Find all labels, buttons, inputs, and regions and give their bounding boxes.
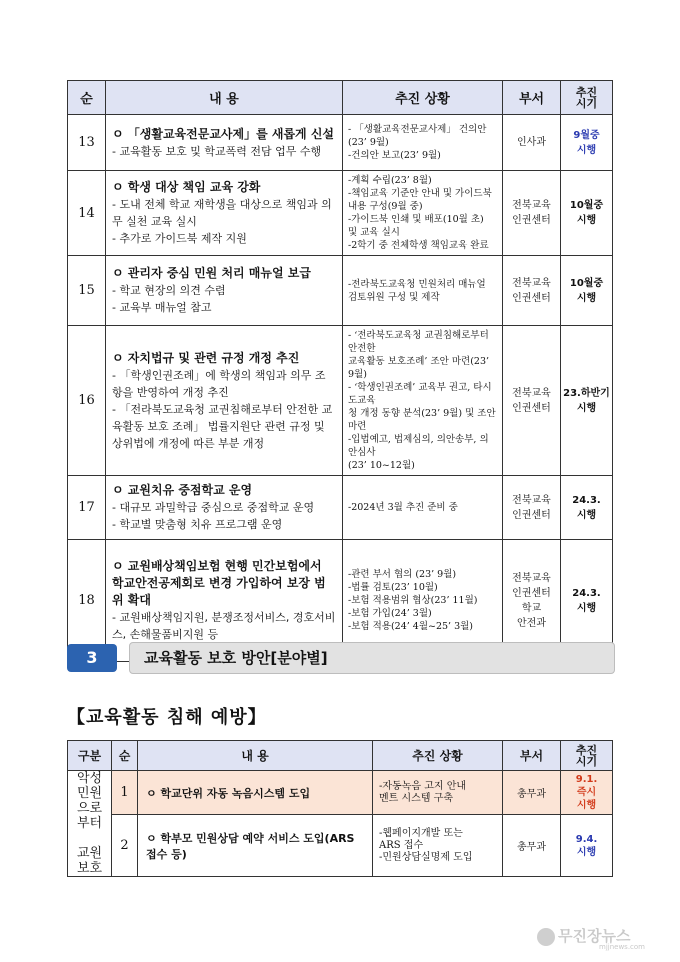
row-schedule — [561, 115, 613, 171]
row-schedule — [561, 326, 613, 476]
header-no: 순 — [68, 81, 106, 115]
section-banner — [67, 642, 615, 674]
status-line: 멘트 시스템 구축 — [379, 792, 453, 804]
schedule-line: 24.3. — [572, 587, 601, 599]
content-heading: ㅇ 학생 대상 책임 교육 강화 — [112, 180, 261, 194]
status-line: 청 개정 동향 분석(23’ 9월) 및 조안 마련 — [348, 408, 496, 432]
row-content — [106, 326, 343, 476]
schedule-line: 시행 — [576, 292, 597, 304]
row-dept — [503, 171, 561, 256]
header-schedule: 추진 시기 — [561, 741, 613, 771]
header-content: 내 용 — [138, 741, 373, 771]
status-line: - ‘전라북도교육청 교권침해로부터 안전한 — [348, 330, 489, 354]
dept-line: 전북교육 — [512, 200, 551, 211]
table-row — [68, 115, 613, 171]
content-heading: ㅇ 관리자 중심 민원 처리 매뉴얼 보급 — [112, 266, 311, 280]
schedule-line: 시행 — [576, 215, 597, 226]
plan-table-1 — [67, 80, 613, 662]
content-heading: ㅇ 교원배상책임보험 현행 민간보험에서 학교안전공제회로 변경 가입하여 보장 범위 확대 — [112, 559, 326, 607]
schedule-line: 10월중 — [569, 200, 604, 211]
content-detail: - 학교별 맞춤형 치유 프로그램 운영 — [112, 518, 283, 531]
status-line: ARS 접수 — [379, 839, 424, 851]
row-number: 17 — [68, 476, 106, 540]
content-detail: - 교육활동 보호 및 학교폭력 전담 업무 수행 — [112, 144, 322, 158]
row-status — [343, 171, 503, 256]
schedule-line: 시행 — [576, 602, 597, 614]
content-detail: - 도내 전체 학교 재학생을 대상으로 책임과 의무 실천 교육 실시 — [112, 198, 332, 228]
section-number: 3 — [67, 644, 117, 672]
table-row — [68, 326, 613, 476]
schedule-line: 즉시 — [576, 787, 597, 798]
status-line: 검토위원 구성 및 제작 — [348, 291, 440, 303]
row-dept — [503, 256, 561, 326]
status-line: -보험 적용범위 협상(23’ 11월) — [348, 595, 478, 606]
status-line: (23’ 9월) — [348, 137, 389, 148]
category-line: 교원 — [76, 846, 103, 861]
header-status: 추진 상황 — [343, 81, 503, 115]
row-schedule — [561, 171, 613, 256]
dept-line: 인사과 — [517, 137, 546, 148]
schedule-line: 시행 — [576, 800, 597, 811]
dept-line: 학교 — [521, 602, 542, 614]
row-content — [106, 171, 343, 256]
row-status — [343, 326, 503, 476]
schedule-line: 9.1. — [575, 774, 598, 785]
content-detail: - 교원배상책임지원, 분쟁조정서비스, 경호서비스, 손해물품비지원 등 — [112, 611, 336, 641]
status-line: - ‘학생인권조례’ 교육부 권고, 타시도교육 — [348, 382, 492, 406]
table-row — [68, 476, 613, 540]
content-heading: ㅇ 자치법규 및 관련 규정 개정 추진 — [112, 350, 300, 365]
content-detail: - 학교 현장의 의견 수렴 — [112, 284, 226, 297]
header-schedule: 추진 시기 — [561, 81, 613, 115]
row-dept — [503, 115, 561, 171]
dept-line: 인권센터 — [512, 587, 551, 599]
row-status — [373, 771, 503, 815]
dept-line: 인권센터 — [512, 509, 551, 521]
header-dept: 부서 — [503, 81, 561, 115]
table-row — [68, 256, 613, 326]
status-line: -전라북도교육청 민원처리 매뉴얼 — [348, 278, 486, 290]
content-heading: ㅇ 교원치유 중점학교 운영 — [112, 483, 253, 497]
status-line: -민원상담실명제 도입 — [379, 851, 473, 863]
row-status — [373, 815, 503, 877]
header-dept: 부서 — [503, 741, 561, 771]
row-content: ㅇ 학부모 민원상담 예약 서비스 도입(ARS접수 등) — [138, 815, 373, 877]
header-content: 내 용 — [106, 81, 343, 115]
category-line: 악성 — [76, 771, 103, 786]
schedule-line: 9월중 — [573, 129, 600, 141]
category-line: 으로 — [76, 801, 103, 816]
table-header-row — [68, 741, 613, 771]
table-row — [68, 171, 613, 256]
schedule-line: 시행 — [576, 846, 597, 858]
row-dept — [503, 476, 561, 540]
category-cell — [68, 771, 112, 877]
row-status — [343, 476, 503, 540]
content-detail: - 「전라북도교육청 교권침해로부터 안전한 교육활동 보호 조례」 법률지원단 관련 규정 및 상위법에 개정에 따른 부분 개정 — [112, 402, 333, 450]
header-no: 순 — [112, 741, 138, 771]
content-detail: - 교육부 매뉴얼 참고 — [112, 301, 212, 314]
row-dept: 총무과 — [503, 771, 561, 815]
logo-icon — [537, 928, 555, 946]
content-detail: - 「학생인권조례」에 학생의 책임과 의무 조항을 반영하여 개정 추진 — [112, 368, 326, 399]
status-line: -입법예고, 법제심의, 의안송부, 의안심사 — [348, 434, 489, 458]
status-line: 및 교육 실시 — [348, 227, 400, 238]
dept-line: 전북교육 — [512, 572, 551, 584]
dept-line: 인권센터 — [512, 292, 551, 304]
status-line: -웹페이지개발 또는 — [379, 827, 463, 839]
dept-line: 인권센터 — [512, 215, 551, 226]
header-category: 구분 — [68, 741, 112, 771]
status-line: -보험 가입(24’ 3월) — [348, 608, 432, 619]
plan-table-2 — [67, 740, 613, 877]
watermark-text: 무진장뉴스 — [558, 927, 631, 945]
row-status — [343, 115, 503, 171]
table-row — [68, 771, 613, 815]
row-dept: 총무과 — [503, 815, 561, 877]
section-title: 교육활동 보호 방안[분야별] — [129, 642, 615, 674]
status-line: -가이드북 인쇄 및 배포(10월 초) — [348, 214, 484, 225]
row-content — [106, 476, 343, 540]
schedule-line: 9.4. — [575, 833, 598, 845]
category-line — [68, 831, 111, 846]
schedule-line: 24.3. — [572, 494, 601, 506]
row-schedule — [561, 476, 613, 540]
row-content: ㅇ 학교단위 자동 녹음시스템 도입 — [138, 771, 373, 815]
status-line: -자동녹음 고지 안내 — [379, 780, 467, 792]
status-line: -건의안 보고(23’ 9월) — [348, 150, 441, 161]
content-detail: - 추가로 가이드북 제작 지원 — [112, 232, 247, 245]
dept-line: 전북교육 — [512, 387, 551, 399]
watermark-logo — [537, 925, 667, 951]
watermark-url: mjjnews.com — [599, 943, 645, 951]
row-schedule — [561, 256, 613, 326]
status-line: -관련 부서 협의 (23’ 9월) — [348, 569, 457, 580]
dept-line: 인권센터 — [512, 402, 551, 414]
schedule-line: 시행 — [576, 402, 597, 414]
status-line: -보험 적용(24’ 4월~25’ 3월) — [348, 621, 474, 632]
status-line: 내용 구성(9월 중) — [348, 201, 423, 212]
status-line: - 「생활교육전문교사제」 건의안 — [348, 124, 487, 135]
content-detail: - 대규모 과밀학급 중심으로 중점학교 운영 — [112, 501, 315, 514]
category-line: 민원 — [76, 786, 103, 801]
row-number: 13 — [68, 115, 106, 171]
header-status: 추진 상황 — [373, 741, 503, 771]
status-line: 교육활동 보호조례’ 조안 마련(23’ 9월) — [348, 356, 490, 380]
row-content — [106, 115, 343, 171]
row-number: 15 — [68, 256, 106, 326]
schedule-line: 시행 — [576, 144, 597, 156]
status-line: -책임교육 기준안 안내 및 가이드북 — [348, 188, 492, 199]
status-line: -계획 수립(23’ 8월) — [348, 175, 432, 186]
subsection-title: 【교육활동 침해 예방】 — [67, 707, 267, 728]
row-number: 18 — [68, 540, 106, 662]
status-line: -2학기 중 전체학생 책임교육 완료 — [348, 240, 489, 251]
status-line: (23’ 10~12월) — [348, 460, 415, 471]
dept-line: 전북교육 — [512, 277, 551, 289]
status-line: -법률 검토(23’ 10월) — [348, 582, 438, 593]
status-line: -2024년 3월 추진 준비 중 — [348, 502, 458, 513]
row-dept — [503, 326, 561, 476]
row-schedule — [561, 771, 613, 815]
row-number: 1 — [112, 771, 138, 815]
dept-line: 안전과 — [517, 617, 546, 629]
row-content — [106, 256, 343, 326]
schedule-line: 10월중 — [569, 277, 604, 289]
row-number: 14 — [68, 171, 106, 256]
schedule-line: 23.하반기 — [563, 387, 610, 399]
row-schedule — [561, 815, 613, 877]
dept-line: 전북교육 — [512, 494, 551, 506]
row-status — [343, 256, 503, 326]
category-line: 보호 — [76, 861, 103, 876]
category-line: 부터 — [76, 816, 103, 831]
table-header-row — [68, 81, 613, 115]
table-row — [68, 815, 613, 877]
row-number: 16 — [68, 326, 106, 476]
row-number: 2 — [112, 815, 138, 877]
content-heading: ㅇ 「생활교육전문교사제」를 새롭게 신설 — [112, 126, 335, 141]
schedule-line: 시행 — [576, 509, 597, 521]
